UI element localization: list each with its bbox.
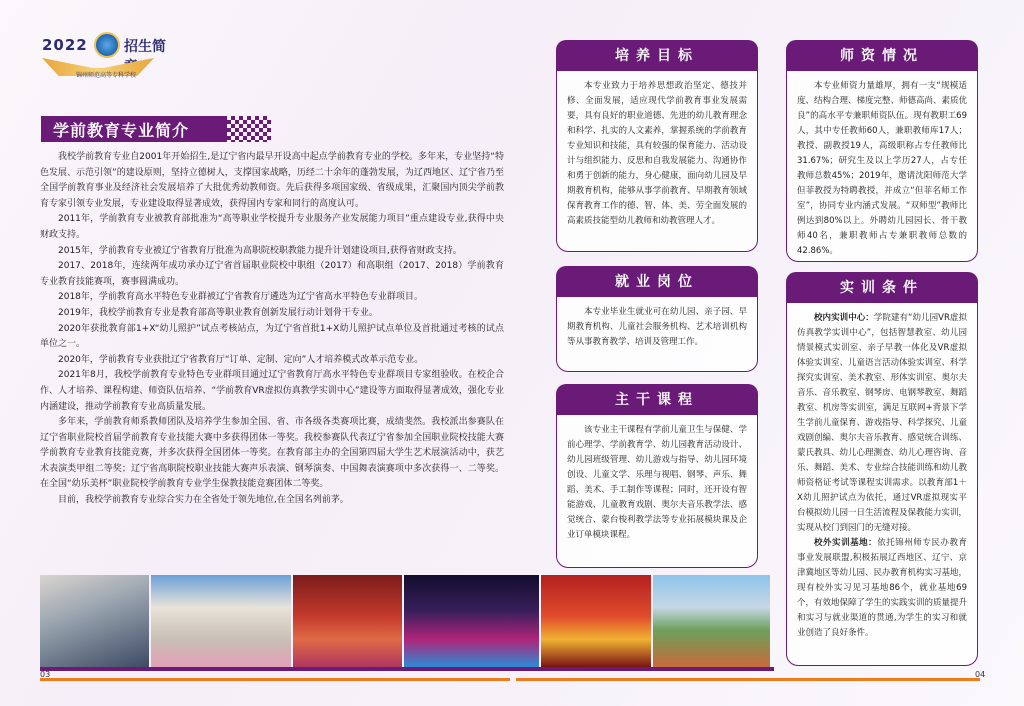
intro-paragraph: 2017、2018年，连续两年成功承办辽宁省首届职业院校中职组（2017）和高职组（2017、2018）学前教育专业教育技能赛项，赛事圆满成功。 <box>40 261 504 287</box>
photo-outdoor-activity <box>653 575 770 667</box>
photo-stage-performance <box>293 575 402 667</box>
section-header <box>556 266 758 296</box>
section-text: 本专业师资力量雄厚，拥有一支“规模适度、结构合理、梯度完整、师德高尚、素质优良”的高水平专兼职师资队伍。现有教职工69人，其中专任教师60人，兼职教师库17人；教授、副教授19人，高级职称占专任教师比31.67%；研究生及以上学历27人，占专任教师总数45%；2019年，邀请沈阳师范大学但菲教授为特聘教授，并成立“但菲名师工作室”，协同专业内涵式发展。“双师型”教师比例达到80%以上。外聘幼儿园园长、骨干教师40名，兼职教师占专兼职教师总数的42.86%。 <box>797 81 968 256</box>
section-body <box>556 414 758 568</box>
section-header <box>556 384 758 414</box>
intro-paragraph: 多年来，学前教育师系教师团队及培养学生参加全国、省、市各级各类赛项比赛，成绩斐然。我校派出参赛队在辽宁省职业院校首届学前教育专业技能大赛中多获得团体一等奖。我校参赛队代表辽宁省参加全国职业院校技能大赛学前教育专业教育技能竞赛，并多次获得全国团体一等奖。在教育部主办的全国第四届大学生艺术展演活动中，获艺术表演类甲组二等奖；辽宁省高职院校职业技能大赛声乐表演、钢琴演奏、中国舞表演赛项中多次获得一、二等奖。在全国“幼乐美杯”职业院校学前教育专业学生保教技能竞赛团体二等奖。 <box>40 417 504 490</box>
section-text: 该专业主干课程有学前儿童卫生与保健、学前心理学、学前教育学、幼儿园教育活动设计、幼儿园班级管理、幼儿游戏与指导、幼儿园环境创设、儿童文学、乐理与视唱、钢琴、声乐、舞蹈、美术、手工制作等课程；同时，还开设有智能游戏、儿童教育戏剧、奥尔夫音乐教学法、感觉统合、蒙台梭利教学法等专业拓展模块课及企业订单模块课程。 <box>567 425 747 540</box>
section-text: 本专业毕业生就业可在幼儿园、亲子园、早期教育机构、儿童社会服务机构、艺术培训机构等从事教育教学、培训及管理工作。 <box>567 307 747 347</box>
section-title: 师资情况 <box>840 48 924 64</box>
photo-group-teachers <box>151 575 290 667</box>
section-text: 本专业致力于培养思想政治坚定、德技并修、全面发展，适应现代学前教育事业发展需要，具有良好的职业道德、先进的幼儿教育理念和科学、扎实的人文素养，掌握系统的学前教育专业知识和技能，具有较强的保育能力、活动设计与组织能力、反思和自我发展能力、沟通协作和勇于创新的能力，身心健康，面向幼儿园及早期教育机构，能够从事学前教育、早期教育领域保育教育工作的德、智、体、美、劳全面发展的高素质技能型幼儿教师和幼教管理人才。 <box>567 81 747 226</box>
section-title: 就业岗位 <box>615 274 699 290</box>
intro-paragraph: 2019年，我校学前教育专业是教育部高等职业教育创新发展行动计划骨干专业。 <box>58 307 378 318</box>
inside-training-paragraph <box>797 311 967 536</box>
outside-training-text: 依托锦州师专民办教育事业发展联盟,积极拓展辽西地区、辽宁、京津冀地区等幼儿园、民办教育机构实习基地，现有校外实习见习基地86个，就业基地69个，有效地保障了学生的实践实训的质量提升和实习与就业渠道的贯通,为学生的实习和就业创造了良好条件。 <box>797 538 968 638</box>
logo-year: 2022 <box>42 36 88 54</box>
inside-training-label: 校内实训中心： <box>814 313 874 323</box>
inside-training-text: 学院建有“幼儿园VR虚拟仿真教学实训中心”，包括智慧教室、幼儿园情景模式实训室、亲子早教一体化及VR虚拟体验实训室、儿童语言活动体验实训室、科学探究实训室、美术教室、形体实训室、奥尔夫音乐、音乐教室、钢琴房、电钢琴教室、舞蹈教室、机房等实训室，满足互联网+背景下学生学前儿童保育、游戏指导、科学探究、儿童戏剧创编、奥尔夫音乐教育、感觉统合训练、蒙氏教具、幼儿心理测查、幼儿心理咨询、音乐、舞蹈、美术、专业综合技能训练和幼儿教师资格证考试等课程实训需求。以教育部1＋X幼儿照护试点为依托，通过VR虚拟现实平台模拟幼儿园一日生活流程及保教能力实训，实现从校门到园门的无缝对接。 <box>797 313 968 533</box>
intro-paragraph: 2015年，学前教育专业被辽宁省教育厅批准为高职院校职教能力提升计划建设项目,获得省财政支持。 <box>58 245 462 256</box>
intro-heading: 学前教育专业简介 <box>53 120 190 140</box>
intro-heading-band <box>41 116 227 142</box>
section-body <box>556 70 758 252</box>
brochure-title: 招生简 <box>124 39 166 55</box>
photo-strip <box>40 575 770 667</box>
footer-purple-bar <box>40 667 774 671</box>
section-header <box>786 272 978 302</box>
section-employment <box>556 266 758 372</box>
section-body <box>556 296 758 372</box>
intro-paragraph: 2021年8月，我校学前教育专业特色专业群项目通过辽宁省教育厅高水平特色专业群项目专家组验收。在校企合作、人才培养、课程构建、师资队伍培养、“学前教育VR虚拟仿真教学实训中心”建设等方面取得显著成效，强化专业内涵建设，推动学前教育专业高质量发展。 <box>40 370 504 412</box>
intro-text <box>40 150 504 509</box>
photo-dance-show <box>404 575 539 667</box>
photo-classroom-training <box>40 575 149 667</box>
section-faculty <box>786 40 978 262</box>
photo-choir-competition <box>541 575 650 667</box>
intro-paragraph: 目前，我校学前教育专业综合实力在全省处于领先地位,在全国名列前茅。 <box>58 495 349 506</box>
intro-paragraph: 2020年获批教育部1+X“幼儿照护”试点考核站点，为辽宁省首批1+X幼儿照护试点单位及首批通过考核的试点单位之一。 <box>40 323 504 350</box>
checker-decoration <box>227 116 271 142</box>
outside-training-label: 校外实训基地： <box>814 538 878 548</box>
intro-paragraph: 2011年，学前教育专业被教育部批准为“高等职业学校提升专业服务产业发展能力项目”重点建设专业,获得中央财政支持。 <box>40 214 504 240</box>
school-emblem-icon <box>94 32 120 58</box>
section-body <box>786 70 978 262</box>
intro-paragraph: 2020年，学前教育专业获批辽宁省教育厅“订单、定制、定向”人才培养模式改革示范专业。 <box>58 354 424 365</box>
section-body <box>786 302 978 666</box>
page-number-right: 04 <box>975 670 986 679</box>
outside-training-paragraph <box>797 536 967 641</box>
school-logo <box>38 30 178 90</box>
school-name: 锦州师范高等专科学校 <box>76 72 137 79</box>
section-header <box>556 40 758 70</box>
section-header <box>786 40 978 70</box>
page-number-left: 03 <box>40 670 51 679</box>
section-title: 培养目标 <box>615 48 699 64</box>
intro-paragraph: 我校学前教育专业自2001年开始招生,是辽宁省内最早开设高中起点学前教育专业的学校。多年来，专业坚持“特色发展、示范引领”的建设原则，坚持立德树人，支撑国家战略，历经二十余年的蓬勃发展，为辽西地区、辽宁省乃至全国学前教育事业及经济社会发展培养了大批优秀幼教师资。先后获得多项国家级、省级成果，汇聚国内顶尖学前教育专家引领专业发展，专业建设取得显著成效，获得国内专家和同行的高度认可。 <box>40 152 504 209</box>
intro-paragraph: 2018年，学前教育高水平特色专业群被辽宁省教育厅遴选为辽宁省高水平特色专业群项目。 <box>58 292 423 303</box>
section-training-goal <box>556 40 758 252</box>
footer-orange-line-right <box>516 678 980 681</box>
section-core-courses <box>556 384 758 568</box>
footer-orange-line-left <box>40 678 510 681</box>
section-title: 实训条件 <box>840 280 924 296</box>
section-practice <box>786 272 978 666</box>
section-title: 主干课程 <box>615 392 699 408</box>
